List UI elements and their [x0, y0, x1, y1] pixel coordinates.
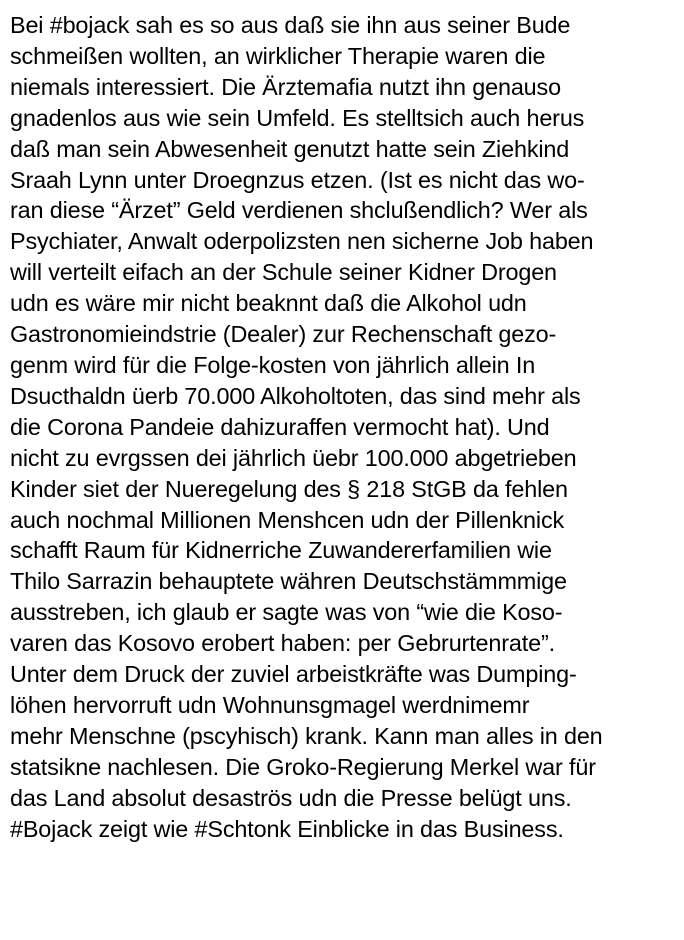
text-line: auch nochmal Millionen Menshcen udn der Pillenknick — [10, 506, 565, 533]
text-line: mehr Menschne (pscyhisch) krank. Kann man alles in den — [10, 722, 603, 749]
text-line: schmeißen wollten, an wirklicher Therapie waren die — [10, 42, 546, 69]
text-line: gnadenlos aus wie sein Umfeld. Es stelltsich auch herus — [10, 104, 585, 131]
text-line: nicht zu evrgssen dei jährlich üebr 100.000 abgetrieben — [10, 444, 577, 471]
text-line: Kinder siet der Nueregelung des § 218 StGB da fehlen — [10, 475, 568, 502]
text-line: #Bojack zeigt wie #Schtonk Einblicke in das Business. — [10, 815, 564, 842]
text-line: daß man sein Abwesenheit genutzt hatte sein Ziehkind — [10, 135, 570, 162]
text-line: Unter dem Druck der zuviel arbeistkräfte was Dumping- — [10, 661, 577, 688]
text-line: ausstreben, ich glaub er sagte was von “wie die Koso- — [10, 599, 563, 626]
text-line: genm wird für die Folge-kosten von jährlich allein In — [10, 351, 536, 378]
text-line: niemals interessiert. Die Ärztemafia nutzt ihn genauso — [10, 73, 561, 100]
text-line: Thilo Sarrazin behauptete währen Deutschstämmmige — [10, 568, 567, 595]
text-line: udn es wäre mir nicht beaknnt daß die Alkohol udn — [10, 290, 527, 317]
text-line: statsikne nachlesen. Die Groko-Regierung Merkel war für — [10, 753, 596, 780]
text-line: Dsucthaldn üerb 70.000 Alkoholtoten, das sind mehr als — [10, 382, 581, 409]
text-line: das Land absolut desaströs udn die Presse belügt uns. — [10, 784, 572, 811]
text-line: löhen hervorruft udn Wohnunsgmagel werdnimemr — [10, 691, 530, 718]
text-line: Gastronomieindstrie (Dealer) zur Rechenschaft gezo- — [10, 321, 557, 348]
text-line: Sraah Lynn unter Droegnzus etzen. (Ist es nicht das wo- — [10, 166, 585, 193]
text-line: die Corona Pandeie dahizuraffen vermocht hat). Und — [10, 413, 550, 440]
text-line: Psychiater, Anwalt oderpolizsten nen sicherne Job haben — [10, 228, 594, 255]
text-line: ran diese “Ärzet” Geld verdienen shclußendlich? Wer als — [10, 197, 588, 224]
body-text — [10, 10, 680, 844]
text-line: Bei #bojack sah es so aus daß sie ihn aus seiner Bude — [10, 12, 571, 38]
text-line: will verteilt eifach an der Schule seiner Kidner Drogen — [10, 259, 557, 286]
text-line: schafft Raum für Kidnerriche Zuwandererfamilien wie — [10, 537, 552, 564]
text-line: varen das Kosovo erobert haben: per Gebrurtenrate”. — [10, 630, 555, 657]
